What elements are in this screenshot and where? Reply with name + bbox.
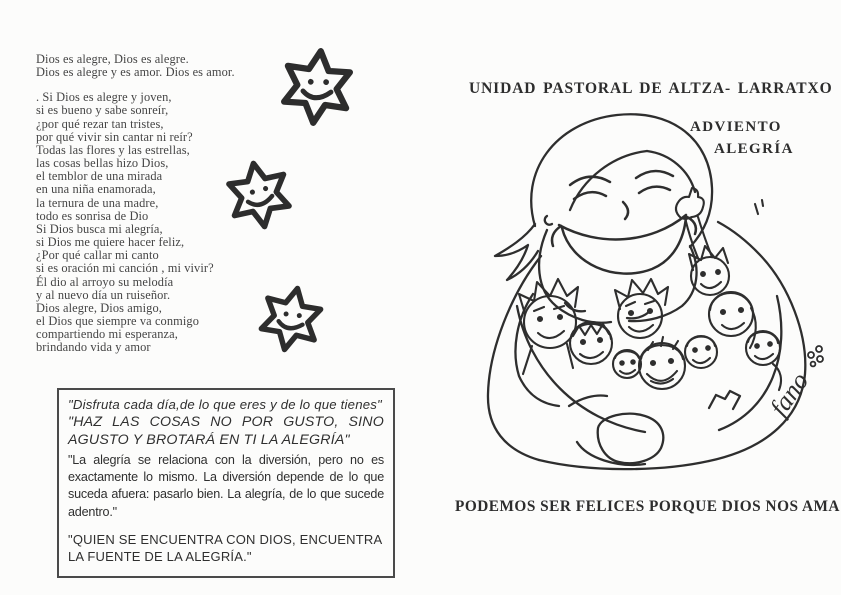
poem-line: Dios es alegre, Dios es alegre. (36, 52, 189, 66)
poem-line: en una niña enamorada, (36, 182, 156, 197)
smiling-star-icon (213, 149, 306, 242)
quote-paragraph-alegria-diversion: "La alegría se relaciona con la diversión, pero no es exactamente lo mismo. La diversión depende de lo que suceda afuera: pasarlo bien. La alegría, de lo que sucede adentro." (68, 453, 384, 519)
flower-scribble-icon (808, 346, 823, 366)
footer-caption: PODEMOS SER FELICES PORQUE DIOS NOS AMA (455, 498, 840, 515)
poem-line: ¿por qué rezar tan tristes, (36, 116, 164, 131)
poem-line: Dios alegre, Dios amigo, (36, 300, 162, 315)
quote-box (57, 388, 395, 578)
poem-line: Todas las flores y las estrellas, (36, 142, 190, 157)
smiling-star-icon (245, 273, 338, 366)
pastoral-unit-title: UNIDAD PASTORAL DE ALTZA- LARRATXO (469, 80, 833, 97)
jesus-beard (539, 230, 696, 323)
smiling-star-icon (268, 38, 367, 137)
poem-line: Él dio al arroyo su melodía (36, 274, 174, 289)
poem-line: y al nuevo día un ruiseñor. (36, 287, 171, 302)
poem-line: brindando vida y amor (36, 340, 151, 355)
adviento-label: ADVIENTO (690, 119, 782, 135)
poem-line: compartiendo mi esperanza, (36, 327, 178, 342)
poem-line: las cosas bellas hizo Dios, (36, 156, 169, 171)
jesus-lap-and-feet (569, 391, 740, 465)
artist-signature-group (764, 346, 823, 421)
poem-line: . Si Dios es alegre y joven, (36, 90, 172, 105)
poem-line: si es bueno y sabe sonreír, (36, 103, 169, 118)
poem-line: el Dios que siempre va conmigo (36, 313, 200, 328)
poem-line: ¿Por qué callar mi canto (36, 248, 159, 263)
poem-line: el temblor de una mirada (36, 169, 163, 184)
alegria-label: ALEGRÍA (714, 141, 794, 157)
quote-line-disfruta: "Disfruta cada día,de lo que eres y de lo que tienes" (68, 397, 382, 412)
poem-line: si es oración mi canción , mi vivir? (36, 261, 214, 276)
quote-line-quien-se-encuentra: "QUIEN SE ENCUENTRA CON DIOS, ENCUENTRA LA FUENTE DE LA ALEGRÍA." (68, 531, 382, 565)
artist-signature: fano (764, 366, 815, 422)
poem-line: todo es sonrisa de Dio (36, 208, 149, 223)
jesus-with-children-drawing (477, 98, 837, 478)
poem-line: Si Dios busca mi alegría, (36, 221, 163, 236)
children-faces (519, 246, 781, 390)
jesus-head (495, 114, 712, 280)
poem-line: la ternura de una madre, (36, 195, 159, 210)
poem-line: por qué vivir sin cantar ni reír? (36, 129, 193, 144)
jesus-face (552, 171, 696, 274)
quote-line-haz-las-cosas: "HAZ LAS COSAS NO POR GUSTO, SINO AGUSTO Y BROTARÁ EN TI LA ALEGRÍA" (68, 414, 384, 448)
poem-line: si Dios me quiere hacer feliz, (36, 235, 185, 250)
poem-line: Dios es alegre y es amor. Dios es amor. (36, 65, 235, 80)
